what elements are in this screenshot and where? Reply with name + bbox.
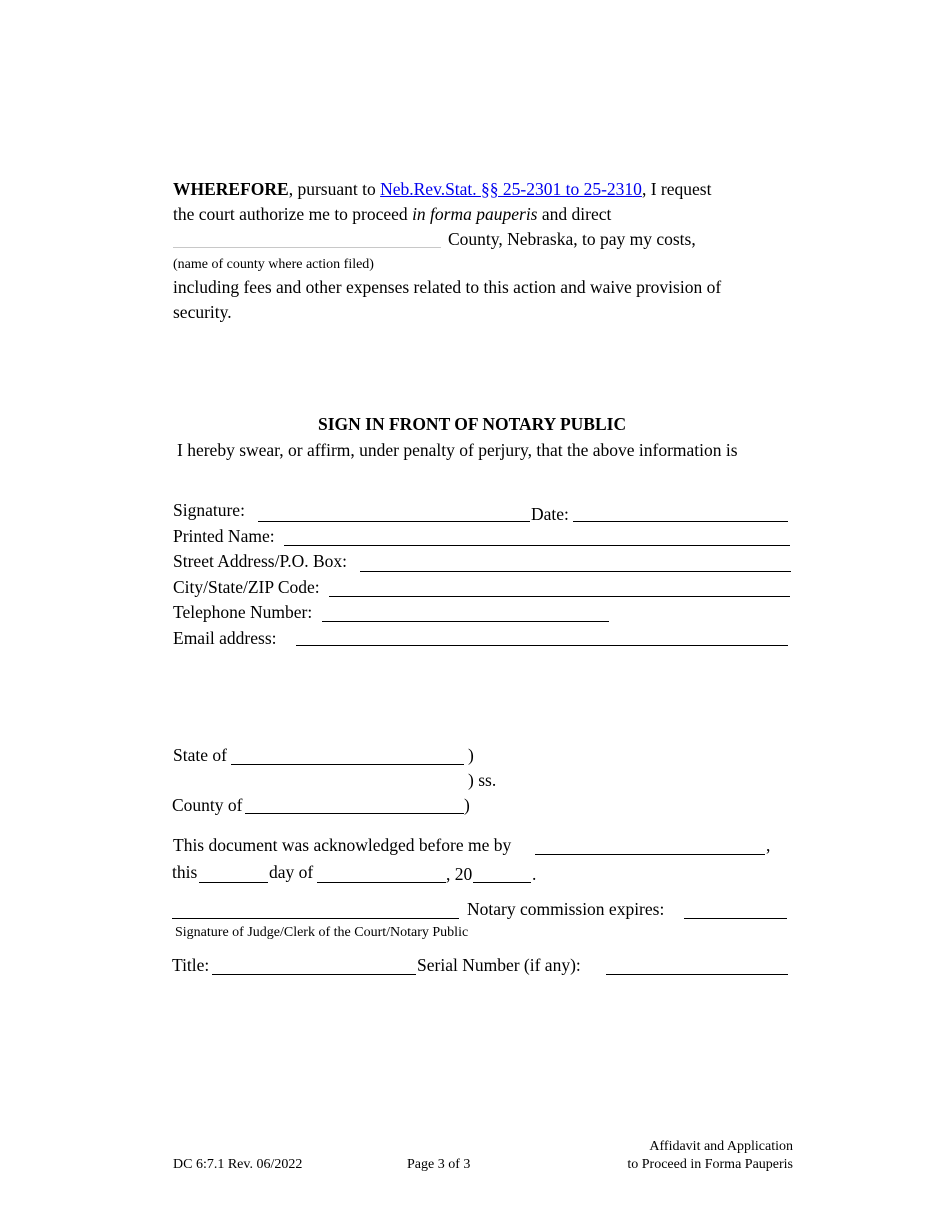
county-field[interactable] [245,813,464,814]
state-of-label: State of [173,745,227,765]
state-field[interactable] [231,764,464,765]
notary-signature-field[interactable] [172,918,459,919]
email-label: Email address: [173,628,277,648]
signature-field[interactable] [258,521,530,522]
date-field[interactable] [573,521,788,522]
commission-label: Notary commission expires: [467,899,665,919]
day-of-label: day of [269,862,314,882]
ss-label: ) ss. [468,770,497,790]
notary-heading: SIGN IN FRONT OF NOTARY PUBLIC [318,414,627,434]
serial-label: Serial Number (if any): [417,955,581,975]
wherefore-line-2 [173,204,611,225]
year-field[interactable] [473,882,531,883]
commission-field[interactable] [684,918,787,919]
acknowledged-by-field[interactable] [535,854,765,855]
street-field[interactable] [360,571,791,572]
day-field[interactable] [199,882,268,883]
county-of-label: County of [172,795,243,815]
wherefore-line2-end: and direct [537,204,612,224]
wherefore-line-4: including fees and other expenses related to this action and waive provision of [173,277,722,297]
acknowledged-comma: , [766,835,771,855]
statute-link[interactable]: Neb.Rev.Stat. §§ 25-2301 to 25-2310 [380,179,642,199]
footer-title-line-2: to Proceed in Forma Pauperis [627,1157,793,1172]
date-label: Date: [531,504,569,524]
email-field[interactable] [296,645,788,646]
telephone-label: Telephone Number: [173,602,313,622]
wherefore-lead: WHEREFORE [173,179,289,199]
county-name-field[interactable] [173,247,441,248]
month-field[interactable] [317,882,446,883]
wherefore-line-1 [173,179,711,200]
serial-field[interactable] [606,974,788,975]
oath-statement: I hereby swear, or affirm, under penalty of perjury, that the above information is [177,440,738,460]
this-label: this [172,862,198,882]
county-paren: ) [464,795,470,815]
county-caption: (name of county where action filed) [173,257,374,272]
form-code: DC 6:7.1 Rev. 06/2022 [173,1157,303,1172]
wherefore-pursuant: , pursuant to [288,179,381,199]
date-period: . [532,864,537,884]
in-forma-pauperis-text: in forma pauperis [412,204,538,224]
wherefore-request: , I request [641,179,712,199]
telephone-field[interactable] [322,621,609,622]
page-number: Page 3 of 3 [407,1157,471,1172]
county-text: County, Nebraska, to pay my costs, [448,229,696,249]
signature-label: Signature: [173,500,245,520]
wherefore-line2-text: the court authorize me to proceed [173,204,413,224]
state-paren: ) [468,745,474,765]
title-label: Title: [172,955,210,975]
street-label: Street Address/P.O. Box: [173,551,348,571]
city-field[interactable] [329,596,790,597]
title-field[interactable] [212,974,416,975]
signature-caption: Signature of Judge/Clerk of the Court/Notary Public [175,925,469,940]
footer-title-line-1: Affidavit and Application [649,1139,793,1154]
city-label: City/State/ZIP Code: [173,577,320,597]
wherefore-line-5: security. [173,302,232,322]
printed-name-label: Printed Name: [173,526,275,546]
year-prefix: , 20 [446,864,473,884]
acknowledged-text: This document was acknowledged before me by [173,835,512,855]
printed-name-field[interactable] [284,545,790,546]
